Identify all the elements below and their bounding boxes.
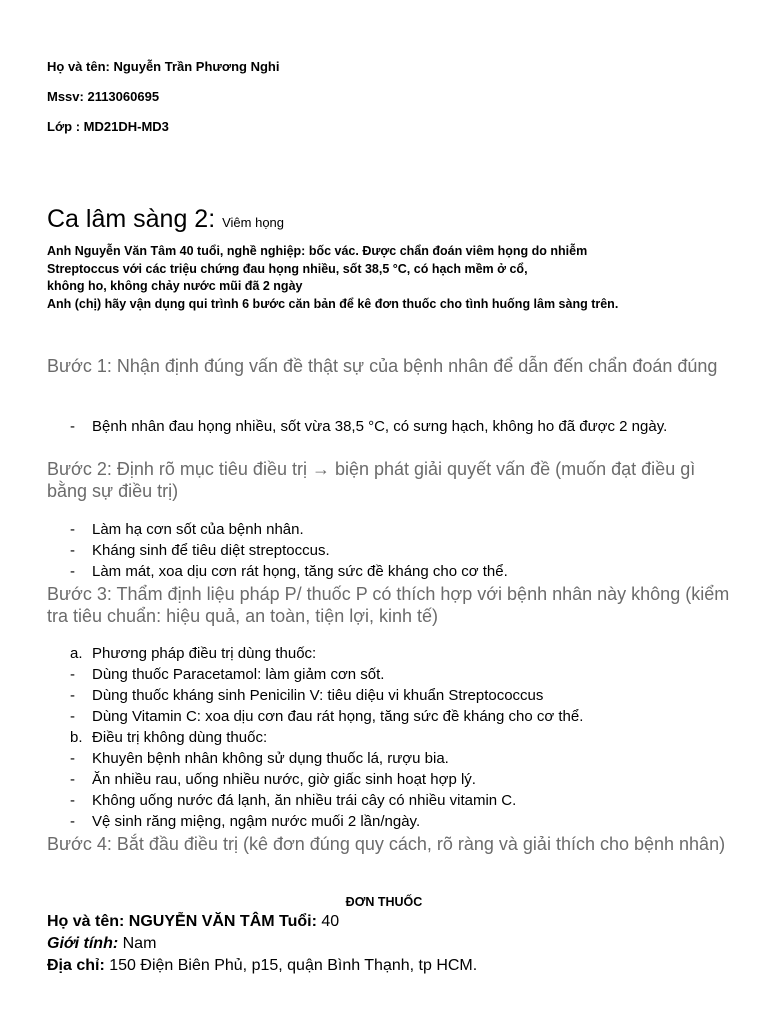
list-item <box>70 685 583 706</box>
list-item-text: Dùng thuốc kháng sinh Penicilin V: tiêu diệu vi khuẩn Streptococcus <box>92 687 544 704</box>
prescription-age-label: Tuổi: <box>279 913 317 930</box>
prescription-age-value: 40 <box>321 913 340 930</box>
step-2-list <box>70 519 508 582</box>
step-3-list <box>70 643 583 832</box>
student-name: Họ và tên: Nguyễn Trần Phương Nghi <box>47 59 280 74</box>
list-item <box>70 561 508 582</box>
list-item-text: Khuyên bệnh nhân không sử dụng thuốc lá, rượu bia. <box>92 750 449 767</box>
case-description-line: Anh (chị) hãy vận dụng qui trình 6 bước căn bản để kê đơn thuốc cho tình huống lâm sàng trên. <box>47 296 619 311</box>
list-item-text: Ăn nhiều rau, uống nhiều nước, giờ giấc sinh hoạt hợp lý. <box>92 771 476 788</box>
list-item-text: Không uống nước đá lạnh, ăn nhiều trái cây có nhiều vitamin C. <box>92 792 517 809</box>
list-marker: a. <box>70 645 83 662</box>
prescription-name-value: NGUYỄN VĂN TÂM <box>128 913 275 930</box>
list-item-text: Phương pháp điều trị dùng thuốc: <box>92 645 317 662</box>
step-4-heading: Bước 4: Bắt đầu điều trị (kê đơn đúng quy cách, rõ ràng và giải thích cho bệnh nhân) <box>47 834 726 854</box>
case-title-subtitle: Viêm họng <box>222 215 285 230</box>
prescription-patient-line <box>47 911 339 932</box>
list-item <box>70 664 583 685</box>
student-id: Mssv: 2113060695 <box>47 89 160 104</box>
prescription-gender-line <box>47 933 156 954</box>
list-item-text: Vệ sinh răng miệng, ngậm nước muối 2 lần/ngày. <box>92 813 421 830</box>
case-description <box>47 243 618 313</box>
list-marker: - <box>70 418 75 435</box>
case-description-line: Streptoccus với các triệu chứng đau họng nhiều, sốt 38,5 °C, có hạch mềm ở cổ, <box>47 261 528 276</box>
step-1-list <box>70 416 732 437</box>
list-item-text: Dùng Vitamin C: xoa dịu cơn đau rát họng, tăng sức đề kháng cho cơ thể. <box>92 708 584 725</box>
list-item <box>70 790 583 811</box>
list-item <box>70 769 583 790</box>
step-2-heading: Bước 2: Định rõ mục tiêu điều trị → biện phát giải quyết vấn đề (muốn đạt điều gì bằng sự điều trị) <box>47 459 696 501</box>
list-item <box>70 706 583 727</box>
list-item <box>70 519 508 540</box>
list-item-text: Làm hạ cơn sốt của bệnh nhân. <box>92 521 304 538</box>
list-marker: - <box>70 666 75 683</box>
list-marker: - <box>70 771 75 788</box>
list-marker: - <box>70 750 75 767</box>
prescription-address-label: Địa chỉ: <box>47 957 105 974</box>
prescription-title: ĐƠN THUỐC <box>345 895 423 909</box>
case-description-line: không ho, không chảy nước mũi đã 2 ngày <box>47 279 303 293</box>
list-marker: - <box>70 542 75 559</box>
list-marker: - <box>70 687 75 704</box>
step-1-heading: Bước 1: Nhận định đúng vấn đề thật sự của bệnh nhân để dẫn đến chẩn đoán đúng <box>47 356 718 376</box>
case-description-line: Anh Nguyễn Văn Tâm 40 tuổi, nghề nghiệp: bốc vác. Được chẩn đoán viêm họng do nhiễm <box>47 244 588 258</box>
list-item <box>70 643 583 664</box>
list-marker: - <box>70 708 75 725</box>
list-marker: b. <box>70 729 83 746</box>
list-item <box>70 540 508 561</box>
list-item-text: Làm mát, xoa dịu cơn rát họng, tăng sức đề kháng cho cơ thể. <box>92 563 508 580</box>
list-marker: - <box>70 563 75 580</box>
prescription-address-value: 150 Điện Biên Phủ, p15, quận Bình Thạnh, tp HCM. <box>109 957 478 974</box>
list-marker: - <box>70 792 75 809</box>
step-3-heading: Bước 3: Thẩm định liệu pháp P/ thuốc P có thích hợp với bệnh nhân này không (kiểm tra tiêu chuẩn: hiệu quả, an toàn, tiện lợi, kinh tế) <box>47 584 730 626</box>
case-title <box>47 205 284 234</box>
list-item <box>70 811 583 832</box>
list-marker: - <box>70 521 75 538</box>
prescription-address-line <box>47 955 477 976</box>
list-item-text: Kháng sinh để tiêu diệt streptoccus. <box>92 542 330 559</box>
list-item-text: Dùng thuốc Paracetamol: làm giảm cơn sốt. <box>92 666 385 683</box>
list-item-text: Bệnh nhân đau họng nhiều, sốt vừa 38,5 °C, có sưng hạch, không ho đã được 2 ngày. <box>92 418 668 435</box>
prescription-gender-value: Nam <box>122 935 157 952</box>
list-item <box>70 727 583 748</box>
list-item <box>70 748 583 769</box>
list-item-text: Điều trị không dùng thuốc: <box>92 729 268 746</box>
prescription-name-label: Họ và tên: <box>47 913 125 930</box>
case-title-main: Ca lâm sàng 2: <box>47 205 216 233</box>
student-class: Lớp : MD21DH-MD3 <box>47 119 169 134</box>
list-item <box>70 416 732 437</box>
prescription-gender-label: Giới tính: <box>47 935 119 952</box>
list-marker: - <box>70 813 75 830</box>
